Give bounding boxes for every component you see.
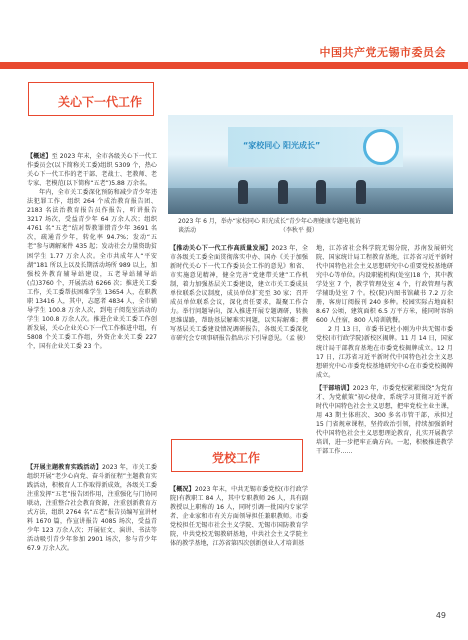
photo-person (278, 180, 288, 204)
tag-overview: 【概述】 (27, 153, 52, 160)
party-school-text-2: 2 月 13 日，市委书记杜小刚为中共无锡市委党校(市行政学院)新校区揭牌。11 月 14 日，国家统计局干部教育基地在市委党校揭牌成立。12 月 17 日，江苏省习近平新时代中国特色社会主义思想研究中心市委党校基地研究中心在市委党校揭牌成立。 (316, 326, 453, 379)
event-photo (168, 115, 453, 214)
cadre-training-text: 2023 年，市委党校紧紧围绕“为党育才、为党献策”初心使命，系统学习贯彻习近平新时代中国特色社会主义思想，把牢党校主业主课，用 43 期主体班次、300 多名市管干部，承担过 15 门省规章课程，坚持政治引领，持续加强新时代中国特色社会主义思想理论教育，扎实开展教学培训，进一步把牢正确方向。一起，积极推进教学干部工作…… (316, 384, 453, 456)
photo-person (316, 180, 326, 204)
column-2 (170, 244, 308, 344)
photo-stage (168, 188, 453, 214)
column-1b (27, 463, 157, 553)
column-1 (27, 152, 157, 351)
high-quality-text: 2023 年，全市各级关工委全面贯彻落实中办、国办《关于加强新时代关心下一代工作委员会工作的意见》和省、市实施意见精神，健全完善“党建带关建”工作机制，着力加强基层关工委建设，建立市关工委成员单位联系会议制度，成员单位扩充至 30 家；召开成员单位联系会议，深化责任要求，凝聚工作合力。举行问题导向，深入推进开展专题调研，转换思维谋路，帮助基层解难实问题，以实际解难；撰写基层关工委建设情况调研报告，各级关工委深化市研究会专项事研报告指出示下引导意见。（孟 骏） (170, 245, 310, 343)
tag-party-overview: 【概况】 (170, 486, 195, 493)
tag-theme-education: 【开展主题教育实践活动】 (27, 464, 103, 471)
photo-logo-circle (363, 129, 399, 165)
photo-caption-line2: 谈活动 （李秋平 摄） (178, 227, 318, 234)
overview-text-2: 年内，全市关工委深化预防和减少青少年违法犯罪工作，组织 264 个成治教育报告团、2183 名法治教育报告员作报告，听讲报告 3217 场次，受益青少年 64 万余人次；组织 4761 名“五老”结对帮教罪错青少年 3691 名次，疏通青少年，转化率 94.7%；发动“五老”参与调解案件 435 起；发动社会力量资助贫困学生 1.77 万余人次。全市共成年人“平安湖”181 所以上以及长期活动场所 989 以上，加强校外教育辅导站建设，五老导站辅导站(点)3760 个，开展活动 6266 次；推进关工委工作，关工委帮扶困难学生 13654 人，在职教职 13416 人，其中，志愿者 4834 人，全市辅导学生 100.8 万余人次，到电子阅览室活动的学生 100.8 万余人次。推进企业关工委工作创新发展，关心企业关心下一代工作推进中组，有 5808 个关工委工作组，外资企业关工委 227 个，国有企业关工委 23 个。 (27, 189, 157, 350)
header-title: 中国共产党无锡市委员会 (319, 46, 446, 59)
section-title-guanxin: 关心下一代工作 (58, 95, 143, 109)
party-overview-text: 2023 年末，中共无锡市委党校(市行政学院)有教职工 84 人，其中专职教师 26 人，具有副教授以上职称的 16 人，同时引调一批国内专家学者、企业家和市有关方面领导担任兼职教师。市委党校担任无锡市社会主义学院、无锡市国防教育学院，中共党校无锡教研基地，中共社会主义学院主体的教学基地，江苏省第四次创新创业人才培训基 (170, 486, 309, 548)
photo-caption (178, 217, 453, 235)
column-3 (316, 244, 453, 456)
column-2b (170, 485, 308, 548)
tag-cadre-training: 【干部培训】 (316, 384, 353, 392)
overview-text: 至 2023 年末，全市各级关心下一代工作委员会(以下简称关工委)组织 5309 个，热心关心下一代工作的老干部、老战士、老教师、老专家、老模范(以下简称“五老”)5.88 万余名。 (27, 153, 158, 188)
header-bar (0, 62, 468, 69)
party-school-text-1: 地，江苏省社会科学院无锡分院，苏南发展研究院、国家统计局工程教育基地，江苏省习近平新时代中国特色社会主义思想研究中心重要党校基地研究中心等单位。内设职能机构(处室)18 个，其中教学处室 7 个，教学管理处室 4 个，行政管理与教学辅助处室 7 个。校(院)内图书馆藏书 7.2 万余册，客房订阅报刊 240 多种。校园实际占地面积 8.67 公顷，建筑面积 6.5 万平方米，能同时容纳 600 人住宿，800 人培训就餐。 (316, 245, 453, 325)
tag-high-quality: 【推动关心下一代工作高质量发展】 (170, 245, 272, 252)
section-title-party-school: 党校工作 (212, 451, 261, 465)
theme-education-text: 2023 年，市关工委组织开展“老少心向党、奋斗新征程”主题教育实践活动，积极育人工作取得新成效，各级关工委注重发挥“五老”报告团作用，注重强化与门协同联动，注重整合社会教育资源，注重创新教育方式方法，组织 2764 名“五老”报告员编写宣讲材料 1670 篇，作宣讲报告 4085 场次，受益青少年 123 万余人次；开展征文、演讲、书法等活动吸引青少年参加 2901 场次，参与青少年 67.9 万余人次。 (27, 464, 157, 553)
photo-caption-line1: 2023 年 6 月，举办“家校同心 阳光成长”青少年心理健康专题电视访 (178, 218, 361, 225)
photo-person (356, 180, 366, 204)
page-number: 49 (435, 611, 446, 620)
photo-person (238, 180, 248, 204)
photo-banner-text: “家校同心 阳光成长” (243, 141, 321, 150)
